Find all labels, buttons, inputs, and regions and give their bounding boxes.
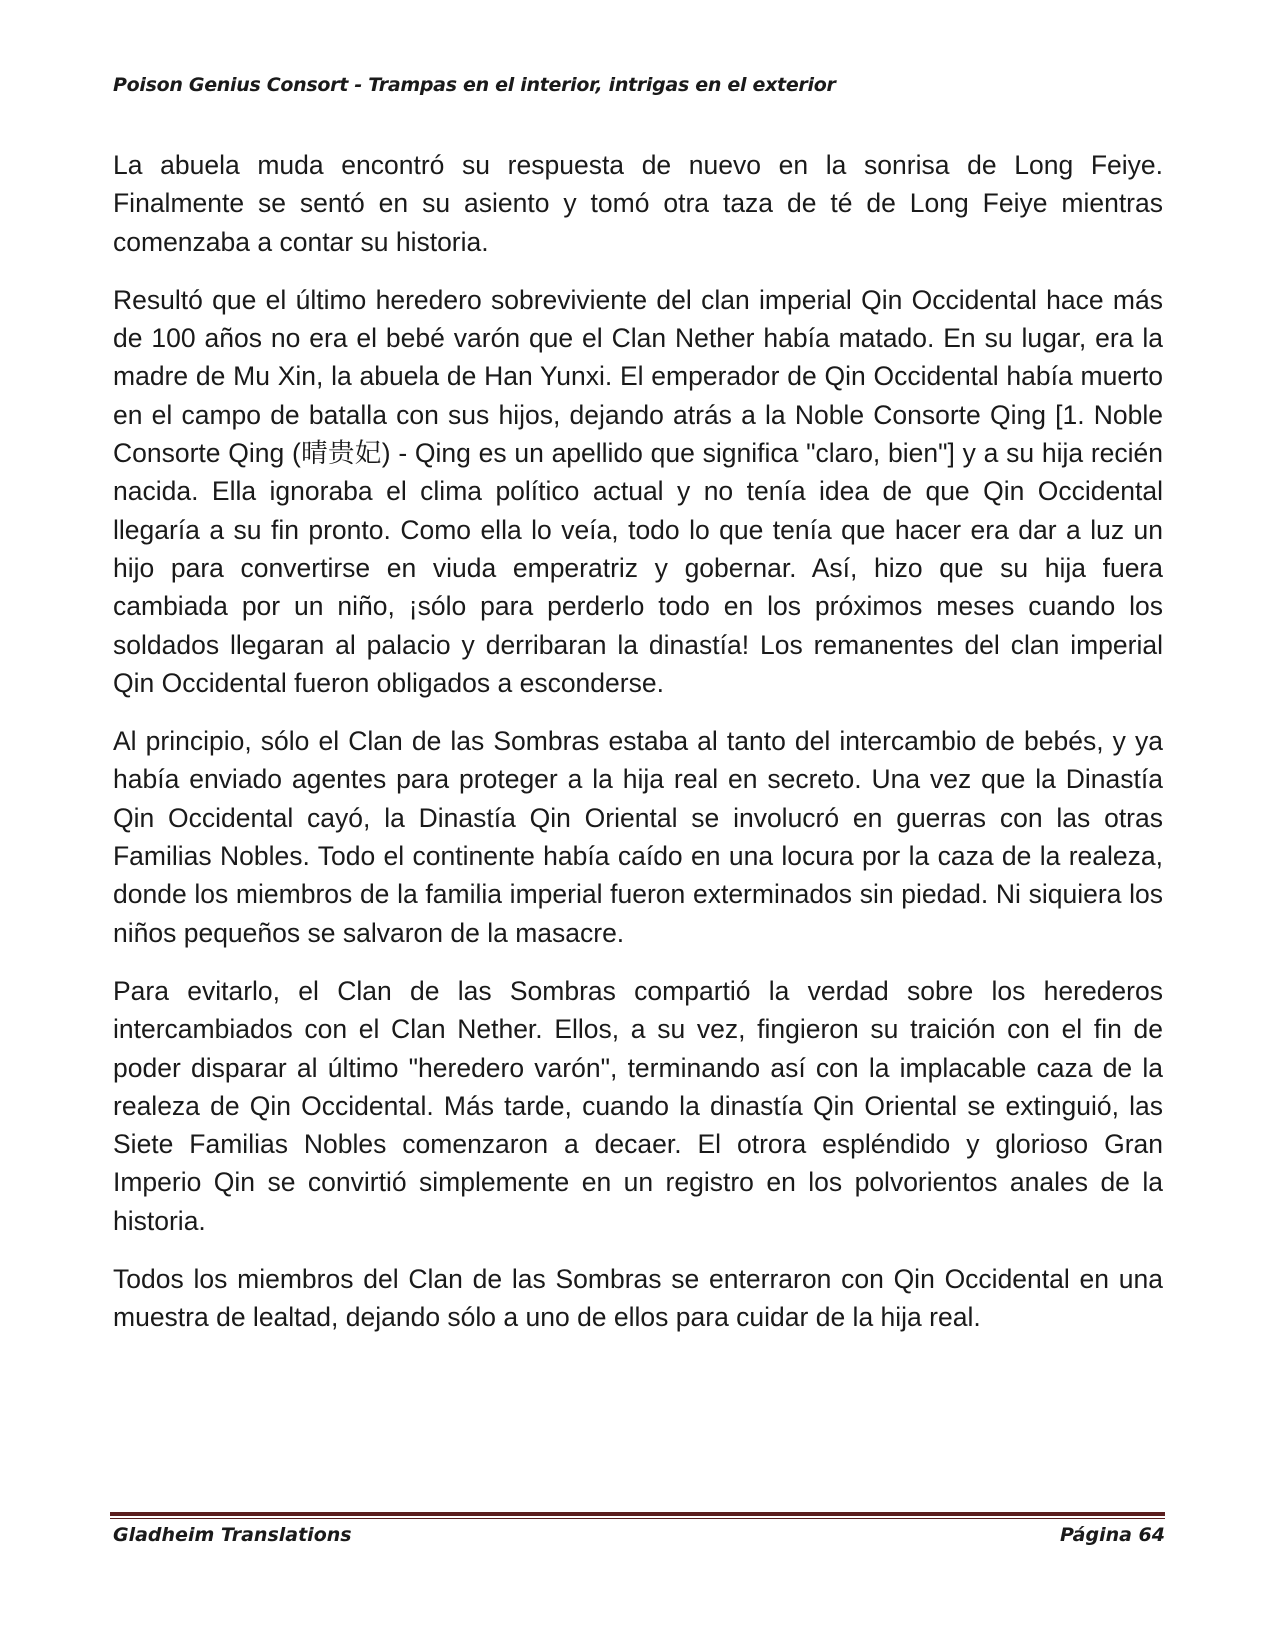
footer-page-number: Página 64 (1059, 1524, 1165, 1546)
footer-divider-thin (110, 1518, 1165, 1519)
paragraph-2: Resultó que el último heredero sobreviviente del clan imperial Qin Occidental hace más de 100 años no era el bebé varón que el Clan Nether había matado. En su lugar, era la madre de Mu Xin, la abuela de Han Yunxi. El emperador de Qin Occidental había muerto en el campo de batalla con sus hijos, dejando atrás a la Noble Consorte Qing [1. Noble Consorte Qing (晴贵妃) - Qing es un apellido que significa "claro, bien"] y a su hija recién nacida. Ella ignoraba el clima político actual y no tenía idea de que Qin Occidental llegaría a su fin pronto. Como ella lo veía, todo lo que tenía que hacer era dar a luz un hijo para convertirse en viuda emperatriz y gobernar. Así, hizo que su hija fuera cambiada por un niño, ¡sólo para perderlo todo en los próximos meses cuando los soldados llegaran al palacio y derribaran la dinastía! Los remanentes del clan imperial Qin Occidental fueron obligados a esconderse. (113, 284, 1163, 698)
paragraph-1: La abuela muda encontró su respuesta de nuevo en la sonrisa de Long Feiye. Finalmente se sentó en su asiento y tomó otra taza de té de Long Feiye mientras comenzaba a contar su historia. (113, 150, 1163, 257)
document-body (113, 146, 1163, 1357)
paragraph-3: Al principio, sólo el Clan de las Sombras estaba al tanto del intercambio de bebés, y ya había enviado agentes para proteger a la hija real en secreto. Una vez que la Dinastía Qin Occidental cayó, la Dinastía Qin Oriental se involucró en guerras con las otras Familias Nobles. Todo el continente había caído en una locura por la caza de la realeza, donde los miembros de la familia imperial fueron exterminados sin piedad. Ni siquiera los niños pequeños se salvaron de la masacre. (113, 726, 1163, 948)
page-header: Poison Genius Consort - Trampas en el interior, intrigas en el exterior (113, 74, 836, 96)
footer-divider-thick (110, 1512, 1165, 1516)
paragraph-5: Todos los miembros del Clan de las Sombras se enterraron con Qin Occidental en una muestra de lealtad, dejando sólo a uno de ellos para cuidar de la hija real. (113, 1264, 1163, 1333)
footer-publisher: Gladheim Translations (113, 1524, 352, 1546)
paragraph-4: Para evitarlo, el Clan de las Sombras compartió la verdad sobre los herederos intercambiados con el Clan Nether. Ellos, a su vez, fingieron su traición con el fin de poder disparar al último "heredero varón", terminando así con la implacable caza de la realeza de Qin Occidental. Más tarde, cuando la dinastía Qin Oriental se extinguió, las Siete Familias Nobles comenzaron a decaer. El otrora espléndido y glorioso Gran Imperio Qin se convirtió simplemente en un registro en los polvorientos anales de la historia. (113, 975, 1163, 1236)
